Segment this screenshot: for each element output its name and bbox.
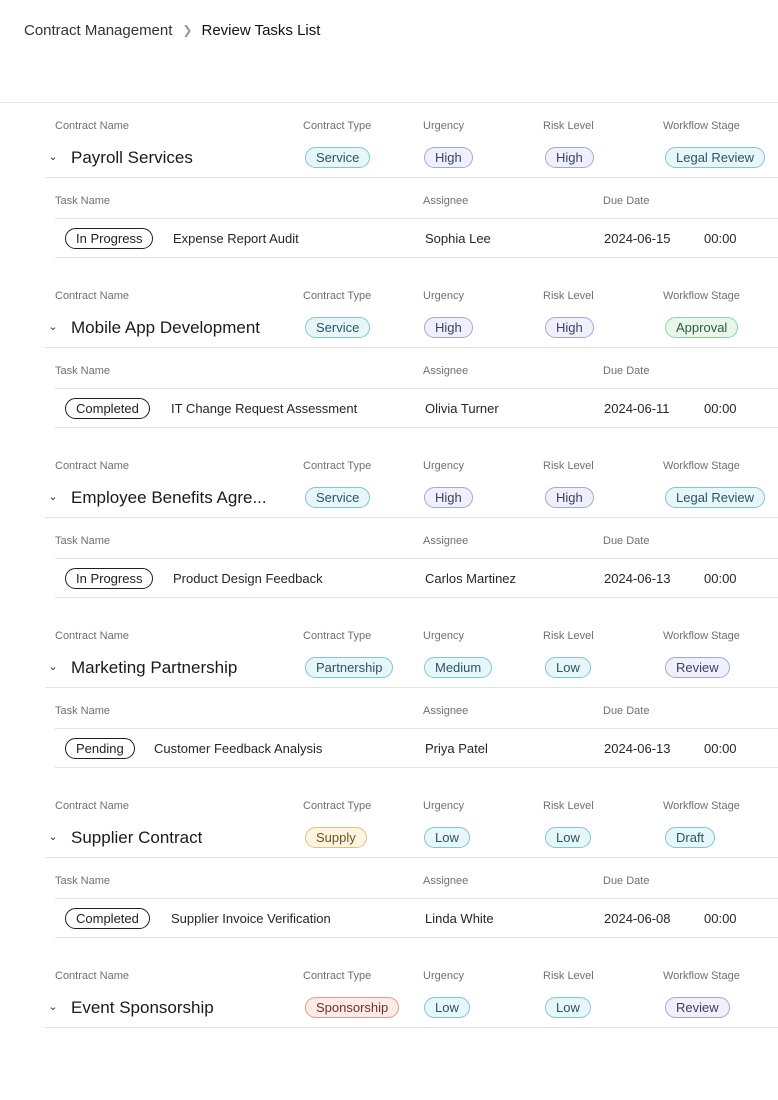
contract-row[interactable] <box>45 992 778 1028</box>
contract-group <box>45 613 778 783</box>
task-assignee: Carlos Martinez <box>425 571 517 586</box>
workflow-stage-badge: Review <box>665 997 730 1018</box>
task-row[interactable] <box>55 558 778 598</box>
task-status-badge: Pending <box>65 738 135 759</box>
contract-group <box>45 443 778 613</box>
task-status-badge: Completed <box>65 398 150 419</box>
risk-level-label: Risk Level <box>543 290 594 302</box>
task-assignee: Linda White <box>425 911 494 926</box>
urgency-badge: Low <box>424 997 470 1018</box>
due-date-label: Due Date <box>603 365 650 377</box>
task-due-time: 00:00 <box>704 571 737 586</box>
workflow-stage-label: Workflow Stage <box>663 290 740 302</box>
urgency-label: Urgency <box>423 120 464 132</box>
urgency-badge: Medium <box>424 657 492 678</box>
task-row[interactable] <box>55 728 778 768</box>
contract-header-labels <box>45 460 778 474</box>
assignee-label: Assignee <box>423 365 469 377</box>
urgency-label: Urgency <box>423 630 464 642</box>
risk-level-badge: High <box>545 317 594 338</box>
task-name[interactable]: IT Change Request Assessment <box>171 401 358 416</box>
due-date-label: Due Date <box>603 705 650 717</box>
chevron-right-icon: ❯ <box>182 23 193 37</box>
contract-type-badge: Service <box>305 317 370 338</box>
urgency-badge: High <box>424 317 473 338</box>
task-assignee: Sophia Lee <box>425 231 491 246</box>
contract-group <box>45 273 778 443</box>
risk-level-label: Risk Level <box>543 120 594 132</box>
task-row[interactable] <box>55 218 778 258</box>
contract-type-label: Contract Type <box>303 120 372 132</box>
task-name-label: Task Name <box>55 535 111 547</box>
contract-type-label: Contract Type <box>303 460 372 472</box>
risk-level-label: Risk Level <box>543 970 594 982</box>
contract-header-labels <box>45 800 778 814</box>
contract-header-labels <box>45 970 778 984</box>
urgency-badge: High <box>424 147 473 168</box>
task-due-date: 2024-06-11 <box>604 401 670 416</box>
task-assignee: Olivia Turner <box>425 401 499 416</box>
assignee-label: Assignee <box>423 705 469 717</box>
contract-name: Event Sponsorship <box>71 998 214 1017</box>
contract-group <box>45 103 778 273</box>
task-status-badge: In Progress <box>65 568 153 589</box>
task-due-date: 2024-06-13 <box>604 571 671 586</box>
task-header-labels <box>55 875 778 889</box>
chevron-down-icon[interactable]: ⌄ <box>48 491 58 503</box>
contract-header-labels <box>45 120 778 134</box>
contract-group <box>45 953 778 1073</box>
contract-row[interactable] <box>45 142 778 178</box>
workflow-stage-badge: Approval <box>665 317 738 338</box>
task-header-labels <box>55 535 778 549</box>
urgency-badge: High <box>424 487 473 508</box>
task-row[interactable] <box>55 388 778 428</box>
contract-row[interactable] <box>45 312 778 348</box>
task-name[interactable]: Customer Feedback Analysis <box>154 741 323 756</box>
contract-type-label: Contract Type <box>303 800 372 812</box>
urgency-label: Urgency <box>423 970 464 982</box>
workflow-stage-badge: Legal Review <box>665 487 765 508</box>
contract-name: Mobile App Development <box>71 318 261 337</box>
task-name[interactable]: Product Design Feedback <box>173 571 323 586</box>
contract-row[interactable] <box>45 652 778 688</box>
risk-level-badge: High <box>545 487 594 508</box>
contract-groups-list <box>45 103 778 1073</box>
contract-name: Marketing Partnership <box>71 658 238 677</box>
due-date-label: Due Date <box>603 875 650 887</box>
contract-header-labels <box>45 630 778 644</box>
urgency-label: Urgency <box>423 800 464 812</box>
task-header-labels <box>55 195 778 209</box>
task-status-badge: In Progress <box>65 228 153 249</box>
task-due-date: 2024-06-08 <box>604 911 671 926</box>
task-due-time: 00:00 <box>704 741 737 756</box>
contract-type-badge: Service <box>305 487 370 508</box>
risk-level-badge: Low <box>545 827 591 848</box>
contract-name: Employee Benefits Agre... <box>71 488 267 507</box>
contract-name-label: Contract Name <box>55 970 129 982</box>
task-due-time: 00:00 <box>704 401 737 416</box>
due-date-label: Due Date <box>603 535 650 547</box>
urgency-badge: Low <box>424 827 470 848</box>
task-assignee: Priya Patel <box>425 741 488 756</box>
contract-type-badge: Supply <box>305 827 367 848</box>
workflow-stage-label: Workflow Stage <box>663 630 740 642</box>
page-title: Review Tasks List <box>201 21 321 39</box>
assignee-label: Assignee <box>423 195 469 207</box>
workflow-stage-badge: Legal Review <box>665 147 765 168</box>
contract-header-labels <box>45 290 778 304</box>
urgency-label: Urgency <box>423 460 464 472</box>
chevron-down-icon[interactable]: ⌄ <box>48 151 58 163</box>
task-due-time: 00:00 <box>704 231 737 246</box>
contract-name-label: Contract Name <box>55 290 129 302</box>
task-status-badge: Completed <box>65 908 150 929</box>
task-due-date: 2024-06-15 <box>604 231 671 246</box>
contract-type-badge: Sponsorship <box>305 997 399 1018</box>
risk-level-label: Risk Level <box>543 800 594 812</box>
task-name-label: Task Name <box>55 195 111 207</box>
workflow-stage-label: Workflow Stage <box>663 970 740 982</box>
task-due-date: 2024-06-13 <box>604 741 671 756</box>
risk-level-badge: Low <box>545 657 591 678</box>
contract-name-label: Contract Name <box>55 460 129 472</box>
workflow-stage-label: Workflow Stage <box>663 460 740 472</box>
contract-type-label: Contract Type <box>303 970 372 982</box>
task-header-labels <box>55 705 778 719</box>
due-date-label: Due Date <box>603 195 650 207</box>
workflow-stage-label: Workflow Stage <box>663 800 740 812</box>
breadcrumb <box>24 20 320 40</box>
contract-name-label: Contract Name <box>55 120 129 132</box>
assignee-label: Assignee <box>423 535 469 547</box>
contract-type-label: Contract Type <box>303 630 372 642</box>
task-name-label: Task Name <box>55 875 111 887</box>
contract-group <box>45 783 778 953</box>
assignee-label: Assignee <box>423 875 469 887</box>
contract-type-badge: Service <box>305 147 370 168</box>
chevron-down-icon[interactable]: ⌄ <box>48 1001 58 1013</box>
contract-row[interactable] <box>45 482 778 518</box>
chevron-down-icon[interactable]: ⌄ <box>48 661 58 673</box>
breadcrumb-root-link[interactable]: Contract Management <box>24 21 173 39</box>
contract-type-badge: Partnership <box>305 657 393 678</box>
task-header-labels <box>55 365 778 379</box>
task-name-label: Task Name <box>55 705 111 717</box>
contract-name: Payroll Services <box>71 148 193 167</box>
contract-name-label: Contract Name <box>55 630 129 642</box>
task-name[interactable]: Expense Report Audit <box>173 231 299 246</box>
task-name[interactable]: Supplier Invoice Verification <box>171 911 331 926</box>
task-due-time: 00:00 <box>704 911 737 926</box>
risk-level-badge: Low <box>545 997 591 1018</box>
contract-name: Supplier Contract <box>71 828 203 847</box>
workflow-stage-badge: Review <box>665 657 730 678</box>
task-name-label: Task Name <box>55 365 111 377</box>
contract-row[interactable] <box>45 822 778 858</box>
urgency-label: Urgency <box>423 290 464 302</box>
workflow-stage-badge: Draft <box>665 827 715 848</box>
contract-type-label: Contract Type <box>303 290 372 302</box>
contract-name-label: Contract Name <box>55 800 129 812</box>
workflow-stage-label: Workflow Stage <box>663 120 740 132</box>
task-row[interactable] <box>55 898 778 938</box>
risk-level-badge: High <box>545 147 594 168</box>
risk-level-label: Risk Level <box>543 460 594 472</box>
risk-level-label: Risk Level <box>543 630 594 642</box>
chevron-down-icon[interactable]: ⌄ <box>48 321 58 333</box>
chevron-down-icon[interactable]: ⌄ <box>48 831 58 843</box>
